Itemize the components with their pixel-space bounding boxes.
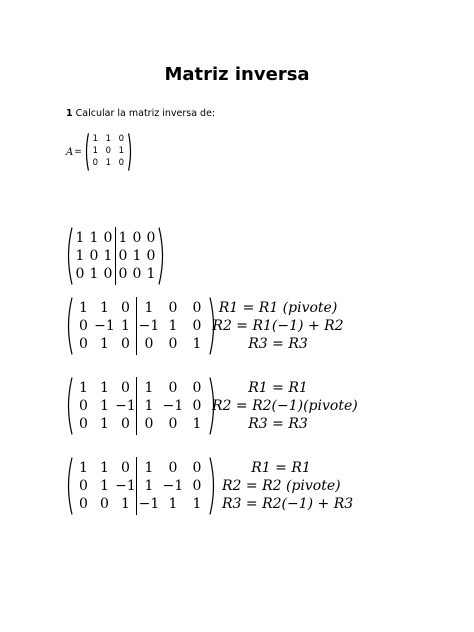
problem-number: 1 [66,108,73,119]
matrix-cell: 0 [118,248,128,264]
identity-block [136,297,209,355]
matrix-cell: 1 [192,496,202,512]
right-paren [209,457,218,515]
matrix-cell: 0 [89,248,99,264]
matrix-cell: 0 [121,416,130,432]
row-operation: R1 = R1 [248,380,308,396]
matrix-cell: 1 [75,230,85,246]
matrix-cell: 0 [121,460,130,476]
matrix-cell: 1 [118,230,128,246]
matrix-cell: 1 [79,300,88,316]
matrix-cell: 1 [144,380,154,396]
matrix-cell: 1 [121,496,130,512]
left-paren [64,297,73,355]
matrix-cell: 1 [118,146,124,156]
matrix-cell: 0 [192,478,202,494]
matrix-cell: −1 [115,478,136,494]
matrix-cell: 1 [105,158,111,168]
matrix-cell: 1 [144,300,154,316]
matrix-a-label: A [66,146,74,158]
matrix-cell: 1 [100,460,109,476]
matrix-cell: 1 [144,398,154,414]
problem-text: Calcular la matriz inversa de: [75,108,216,119]
matrix-cell: 1 [146,266,156,282]
matrix-cell: −1 [162,398,184,414]
matrix-cell: 0 [168,380,178,396]
matrix-cell: 1 [100,380,109,396]
row-operation: R2 = R2(−1)(pivote) [212,398,358,414]
row-operations-step-2 [212,299,344,353]
matrix-cell: 0 [192,380,202,396]
left-paren [64,377,73,435]
left-paren [64,227,73,285]
matrix-cell: 1 [79,460,88,476]
row-operation: R1 = R1 (pivote) [218,300,338,316]
matrix-cell: 1 [144,478,154,494]
matrix-cell: 0 [132,266,142,282]
left-paren [64,457,73,515]
matrix-cell: 1 [92,146,98,156]
left-block [73,377,136,435]
left-paren [84,133,89,171]
matrix-cell: 0 [121,336,130,352]
left-block [73,297,136,355]
row-operations-step-3 [212,379,358,433]
matrix-cell: −1 [138,496,160,512]
identity-block [136,377,209,435]
matrix-cell: 1 [92,134,98,144]
augmented-matrix-step-1 [64,227,167,285]
matrix-cell: 0 [121,300,130,316]
matrix-cell: 1 [103,248,113,264]
matrix-cell: 1 [100,416,109,432]
matrix-cell: 0 [132,230,142,246]
matrix-cell: 0 [192,318,202,334]
right-paren [128,133,133,171]
augmented-matrix-step-4 [64,457,218,515]
matrix-cell: 1 [132,248,142,264]
right-paren [158,227,167,285]
matrix-cell: 0 [118,266,128,282]
row-operation: R3 = R2(−1) + R3 [222,496,354,512]
matrix-cell: 1 [105,134,111,144]
matrix-cell: 0 [121,380,130,396]
matrix-cell: −1 [138,318,160,334]
matrix-cell: 1 [192,416,202,432]
matrix-cell: 0 [100,496,109,512]
matrix-cell: 0 [105,146,111,156]
matrix-cell: 0 [168,300,178,316]
augmented-matrix-step-3 [64,377,218,435]
left-block [73,227,115,285]
matrix-a-definition [66,132,133,172]
matrix-cell: 1 [100,398,109,414]
matrix-cell: 0 [79,416,88,432]
page-title: Matriz inversa [164,64,310,85]
row-operation: R2 = R1(−1) + R2 [212,318,344,334]
row-operation: R1 = R1 [251,460,311,476]
matrix-cell: −1 [115,398,136,414]
row-operation: R3 = R3 [248,336,308,352]
matrix-cell: 0 [79,478,88,494]
matrix-cell: 1 [121,318,130,334]
matrix-cell: 1 [89,266,99,282]
matrix-cell: 1 [100,478,109,494]
matrix-cell: 0 [168,460,178,476]
augmented-matrix-step-2 [64,297,218,355]
matrix-cell: 1 [100,336,109,352]
matrix-cell: 0 [79,398,88,414]
matrix-cell: 1 [192,336,202,352]
matrix-cell: 0 [144,416,154,432]
matrix-cell: 0 [79,336,88,352]
matrix-cell: 1 [100,300,109,316]
matrix-cell: 0 [118,134,124,144]
matrix-cell: 0 [192,460,202,476]
matrix-cell: −1 [94,318,115,334]
row-operations-step-4 [222,459,354,513]
matrix-cell: 0 [75,266,85,282]
matrix-cell: 0 [103,230,113,246]
row-operation: R2 = R2 (pivote) [222,478,341,494]
row-operation: R3 = R3 [248,416,308,432]
matrix-cell: 0 [192,300,202,316]
matrix-cell: 0 [118,158,124,168]
matrix-cell: 0 [146,248,156,264]
matrix-cell: −1 [162,478,184,494]
matrix-cell: 0 [79,318,88,334]
identity-block [136,457,209,515]
matrix-cell: 0 [103,266,113,282]
matrix-cell: 0 [146,230,156,246]
matrix-cell: 1 [79,380,88,396]
matrix-cell: 0 [192,398,202,414]
matrix-cell: 1 [144,460,154,476]
matrix-cell: 0 [168,416,178,432]
matrix-cell: 1 [89,230,99,246]
matrix-cell: 0 [144,336,154,352]
equals-sign: = [74,147,82,157]
problem-statement [66,108,215,119]
matrix-cell: 1 [168,318,178,334]
left-block [73,457,136,515]
matrix-cell: 0 [79,496,88,512]
matrix-cell: 1 [75,248,85,264]
identity-block [115,227,158,285]
matrix-cell: 0 [92,158,98,168]
matrix-cell: 0 [168,336,178,352]
matrix-a [84,133,133,171]
matrix-cell: 1 [168,496,178,512]
